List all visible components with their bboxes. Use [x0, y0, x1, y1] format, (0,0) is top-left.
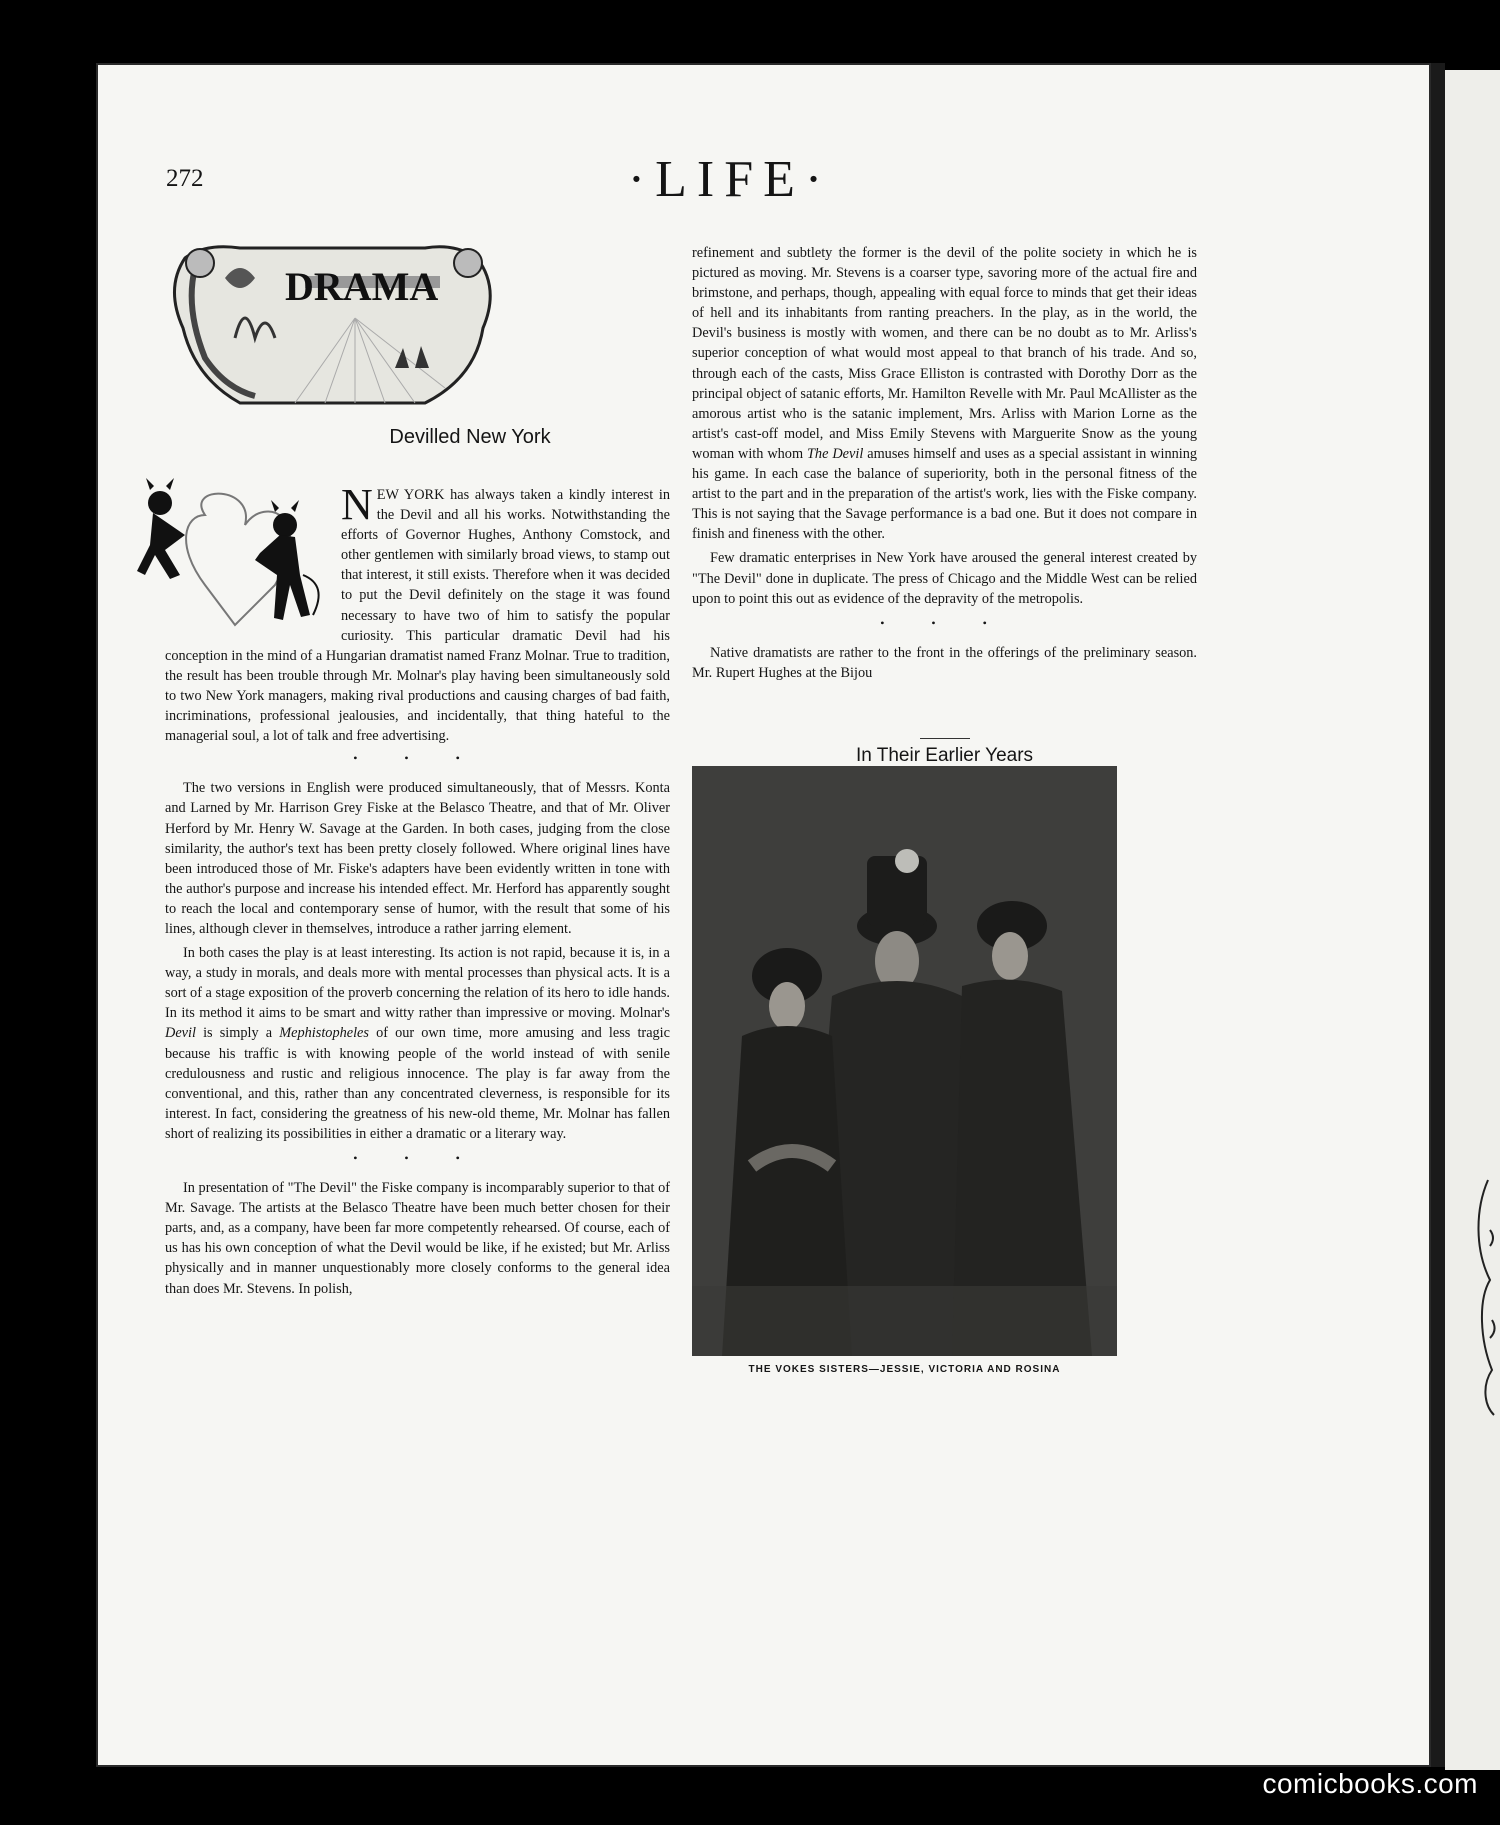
- devils-illustration: [125, 475, 335, 635]
- drama-banner-illustration: [165, 218, 500, 418]
- text-run: is simply a: [195, 1025, 280, 1042]
- text-run: refinement and subtlety the former is the devil of the polite society in which he is pictured as moving. Mr. Stevens is a coarser type, savoring more of the actual fire and brimstone, and perhaps, though, appealing with equal force to minds that get their ideas of hell and its inhabitants from ranting preachers. In the play, as in the world, the Devil's business is mostly with women, and there can be no doubt as to Mr. Arliss's superior conception of what would most appeal to that branch of his trade. And so, through each of the casts, Miss Grace Elliston is contrasted with Dorothy Dorr as the principal object of satanic efforts, Mr. Hamilton Revelle with Mr. Paul McAllister as the amorous artist who is the satanic implement, Mrs. Arliss with Marion Lorne as the artist's cast-off model, and Miss Emily Stevens with Marguerite Snow as the young woman with whom: [692, 245, 1197, 462]
- paragraph-refinement: [692, 243, 1197, 544]
- masthead-title: ·LIFE·: [627, 151, 833, 208]
- intro-text: EW YORK has always taken a kindly interest in the Devil and all his works. Notwithstanding the efforts of Governor Hughes, Anthony Comstock, and other gentlemen with similarly broad views, to stamp out that interest, it still exists. Therefore when it was decided to put the Devil definitely on the stage it was found necessary to have two of him to satisfy the popular curiosity. This particular dramatic Devil had his conception in the mind of a Hungarian dramatist named Franz Molnar. True to tradition, the result has been trouble through Mr. Molnar's play having been simultaneously sold to two New York managers, making rival productions and causing charges of bad faith, incriminations, professional jealousies, and incidentally, that thing hateful to the managerial soul, a lot of talk and free advertising.: [165, 487, 670, 745]
- site-watermark: comicbooks.com: [1262, 1768, 1478, 1799]
- photo-caption: THE VOKES SISTERS—JESSIE, VICTORIA AND ROSINA: [748, 1364, 1061, 1375]
- vokes-sisters-photo: [692, 766, 1117, 1356]
- text-run: amuses himself and uses as a special assistant in winning his game. In each case the balance of superiority, both in the personal fitness of the artist to the part and in the preparation of the artist's work, lies with the Fiske company. This is not saying that the Savage performance is a bad one. But it does not compare in finish and fineness with the other.: [692, 445, 1198, 543]
- section-divider: • • •: [353, 1151, 482, 1165]
- page-gutter: [1431, 63, 1445, 1767]
- paragraph-interest: [165, 943, 670, 1144]
- left-column: [165, 480, 671, 1303]
- italic-text: Mephistopheles: [279, 1025, 369, 1042]
- text-run: In both cases the play is at least interesting. Its action is not rapid, because it is, in a way, a study in morals, and deals more with mental processes than physical acts. It is a sort of a stage exposition of the proverb concerning the relation of its hero to idle hands. In its method it aims to be smart and witty rather than impressive or moving. Molnar's: [165, 945, 670, 1022]
- text-run: of our own time, more amusing and less tragic because his traffic is with knowing people of the world instead of with senile credulousness and rustic and religious innocence. The play is far away from the conventional, and this, rather than any concentrated cleverness, is responsible for its interest. In fact, considering the greatness of his new-old theme, Mr. Molnar has fallen short of realizing its possibilities in either a dramatic or a literary way.: [165, 1025, 671, 1142]
- intro-paragraph: [165, 480, 670, 746]
- drop-cap: N: [341, 480, 373, 529]
- section-divider: • • •: [353, 751, 482, 766]
- paragraph-versions: The two versions in English were produced simultaneously, that of Messrs. Konta and Larned by Mr. Harrison Grey Fiske at the Belasco Theatre, and that of Mr. Oliver Herford by Mr. Henry W. Savage at the Garden. In both cases, judging from the close similarity, the author's text has been pretty closely followed. Where original lines have been introduced those of Mr. Fiske's adapters have been evidently written in tone with the author's purpose and increase his intended effect. Mr. Herford has apparently sought to reach the local and contemporary sense of humor, with the result that some of his lines, although clever in themselves, introduce a rather jarring element.: [165, 780, 670, 937]
- page-number: 272: [166, 165, 204, 192]
- section-divider: • • •: [880, 615, 1009, 630]
- article-title: Devilled New York: [389, 426, 551, 448]
- paragraph-native-dramatists: Native dramatists are rather to the front in the offerings of the preliminary season. Mr. Rupert Hughes at the Bijou: [692, 644, 1197, 681]
- italic-text: Devil: [165, 1025, 196, 1042]
- banner-drama-text: DRAMA: [285, 264, 439, 309]
- adjacent-page-illustration: [1470, 1170, 1500, 1420]
- right-column: [692, 243, 1197, 687]
- photo-title: In Their Earlier Years: [692, 738, 1197, 767]
- paragraph-enterprises: Few dramatic enterprises in New York have aroused the general interest created by "The Devil" done in duplicate. The press of Chicago and the Middle West can be relied upon to point this out as evidence of the depravity of the metropolis.: [692, 550, 1197, 607]
- adjacent-page-edge: [1445, 70, 1500, 1770]
- paragraph-presentation: In presentation of "The Devil" the Fiske company is incomparably superior to that of Mr. Savage. The artists at the Belasco Theatre have been much better chosen for their parts, and, as a company, have been far more competently rehearsed. Of course, each of us has his own conception of what the Devil would be like, if he existed; but Mr. Arliss physically and in manner unquestionably more closely conforms to the general idea than does Mr. Stevens. In polish,: [165, 1180, 670, 1297]
- italic-text: The Devil: [806, 445, 864, 462]
